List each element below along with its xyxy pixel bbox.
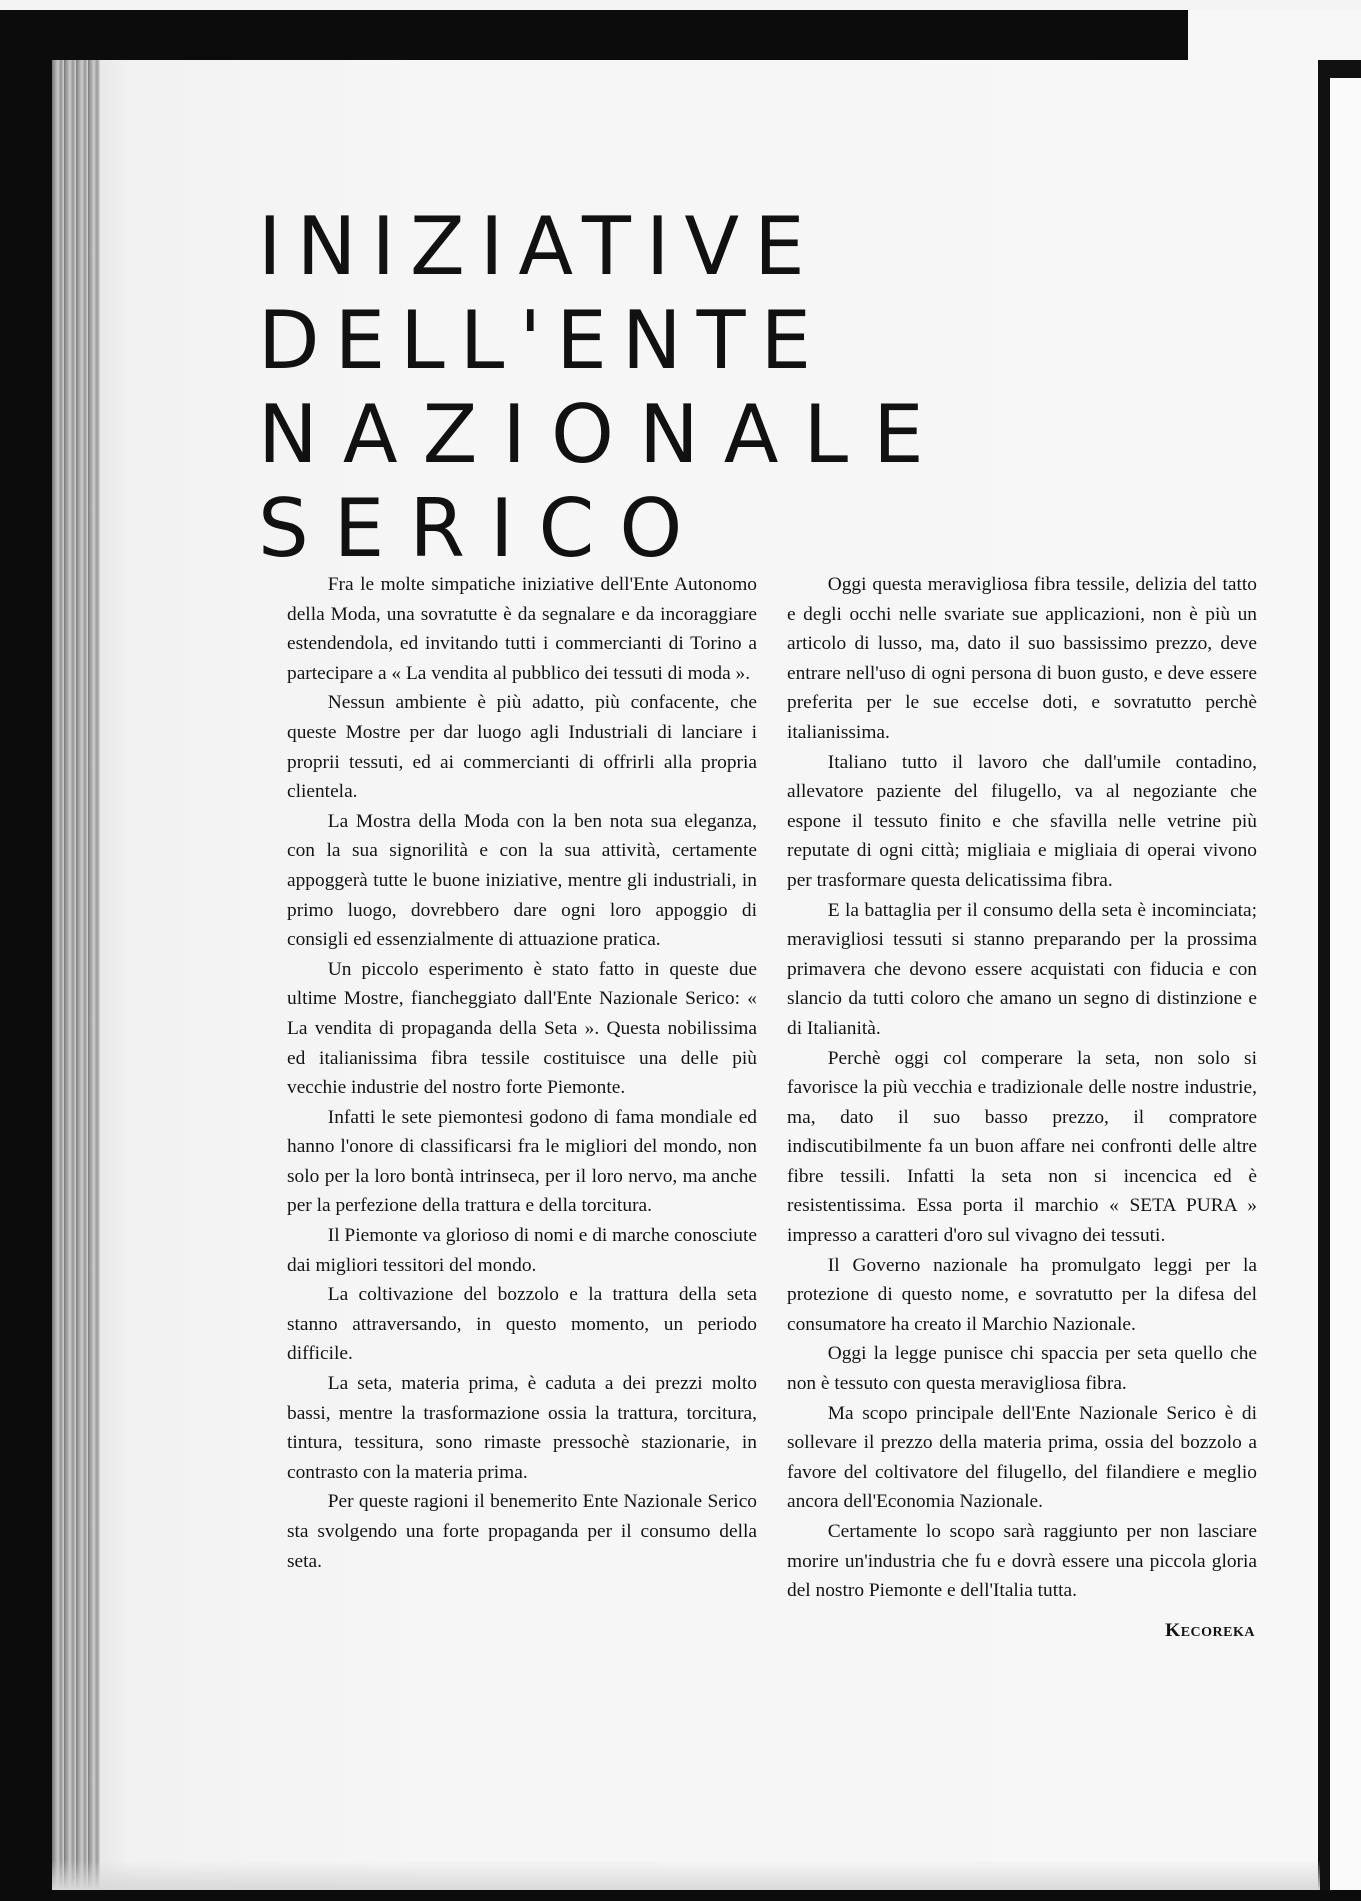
paragraph: Perchè oggi col comperare la seta, non solo si favorisce la più vecchia e tradizionale delle nostre industrie, ma, dato il suo basso prezzo, il compratore indiscutibilmente fa un buon affare nei confronti delle altre fibre tessili. Infatti la seta non si incencica ed è resistentissima. Essa porta il marchio « SETA PURA » impresso a caratteri d'oro sul vivagno dei tessuti. xyxy=(787,1047,1257,1247)
book-spine-shadow xyxy=(52,60,100,1890)
paragraph: Il Governo nazionale ha promulgato leggi per la protezione di questo nome, e sovratutto per la difesa del consumatore ha creato il Marchio Nazionale. xyxy=(787,1254,1257,1335)
article-title xyxy=(258,200,1298,576)
paragraph: Italiano tutto il lavoro che dall'umile contadino, allevatore paziente del filugello, va al negoziante che espone il tessuto finito e che sfavilla nelle vetrine più reputate di ogni città; migliaia e migliaia di operai vivono per trasformare questa delicatissima fibra. xyxy=(787,751,1257,891)
paragraph: Ma scopo principale dell'Ente Nazionale Serico è di sollevare il prezzo della materia prima, ossia del bozzolo a favore del coltivatore del filugello, del filandiere e meglio ancora dell'Economia Nazionale. xyxy=(787,1402,1257,1513)
paragraph: Oggi la legge punisce chi spaccia per seta quello che non è tessuto con questa meravigliosa fibra. xyxy=(787,1343,1257,1395)
paragraph: Un piccolo esperimento è stato fatto in queste due ultime Mostre, fiancheggiato dall'Ente Nazionale Serico: « La vendita di propaganda della Seta ». Questa nobilissima ed italianissima fibra tessile costituisce una delle più vecchie industrie del nostro forte Piemonte. xyxy=(287,958,757,1099)
paragraph: Infatti le sete piemontesi godono di fama mondiale ed hanno l'onore di classificarsi fra le migliori del mondo, non solo per la loro bontà intrinseca, per il loro nervo, ma anche per la perfezione della trattura e della torcitura. xyxy=(287,1106,757,1217)
paragraph: Nessun ambiente è più adatto, più confacente, che queste Mostre per dar luogo agli Industriali di lanciare i proprii tessuti, ed ai commercianti di offrirli alla propria clientela. xyxy=(287,692,757,803)
article-title-line-1: INIZIATIVE DELL'ENTE xyxy=(258,200,827,387)
author-signature: Kecoreka xyxy=(1165,1619,1255,1641)
paragraph: Oggi questa meravigliosa fibra tessile, delizia del tatto e degli occhi nelle svariate sue applicazioni, non è più un articolo di lusso, ma, dato il suo bassissimo prezzo, deve entrare nell'uso di ogni persona di buon gusto, e deve essere preferita per le sue eccelse doti, e sovratutto perchè italianissima. xyxy=(787,574,1257,743)
paragraph: La coltivazione del bozzolo e la trattura della seta stanno attraversando, in questo momento, un periodo difficile. xyxy=(287,1284,757,1365)
paragraph: Fra le molte simpatiche iniziative dell'Ente Autonomo della Moda, una sovratutte è da segnalare e da incoraggiare estendendola, ed invitando tutti i commercianti di Torino a partecipare a « La vendita al pubblico dei tessuti di moda ». xyxy=(287,574,757,684)
right-column xyxy=(787,570,1257,1645)
scan-top-strip xyxy=(0,0,1361,10)
facing-page-edge xyxy=(1330,78,1361,1890)
paragraph: E la battaglia per il consumo della seta è incominciata; meravigliosi tessuti si stanno preparando per la prossima primavera che devono essere acquistati con fiducia e con slancio da tutti coloro che amano un segno di distinzione e di Italianità. xyxy=(787,899,1257,1039)
left-column xyxy=(287,570,757,1576)
paragraph: Per queste ragioni il benemerito Ente Nazionale Serico sta svolgendo una forte propaganda per il consumo della seta. xyxy=(287,1491,757,1572)
article-title-line-2: NAZIONALE SERICO xyxy=(258,388,949,575)
paragraph: La seta, materia prima, è caduta a dei prezzi molto bassi, mentre la trasformazione ossia la trattura, torcitura, tintura, tessitura, sono rimaste pressochè stazionarie, in contrasto con la materia prima. xyxy=(287,1373,757,1483)
paragraph: Il Piemonte va glorioso di nomi e di marche conosciute dai migliori tessitori del mondo. xyxy=(287,1225,757,1276)
paragraph: La Mostra della Moda con la ben nota sua eleganza, con la sua signorilità e con la sua attività, certamente appoggerà tutte le buone iniziative, mentre gli industriali, in primo luogo, dovrebbero dare ogni loro appoggio di consigli ed essenzialmente di attuazione pratica. xyxy=(287,810,757,951)
scan-facing-page-corner xyxy=(1188,10,1361,62)
scan-bottom-shadow xyxy=(52,1860,1320,1890)
paragraph: Certamente lo scopo sarà raggiunto per non lasciare morire un'industria che fu e dovrà essere una piccola gloria del nostro Piemonte e dell'Italia tutta. xyxy=(787,1521,1257,1602)
